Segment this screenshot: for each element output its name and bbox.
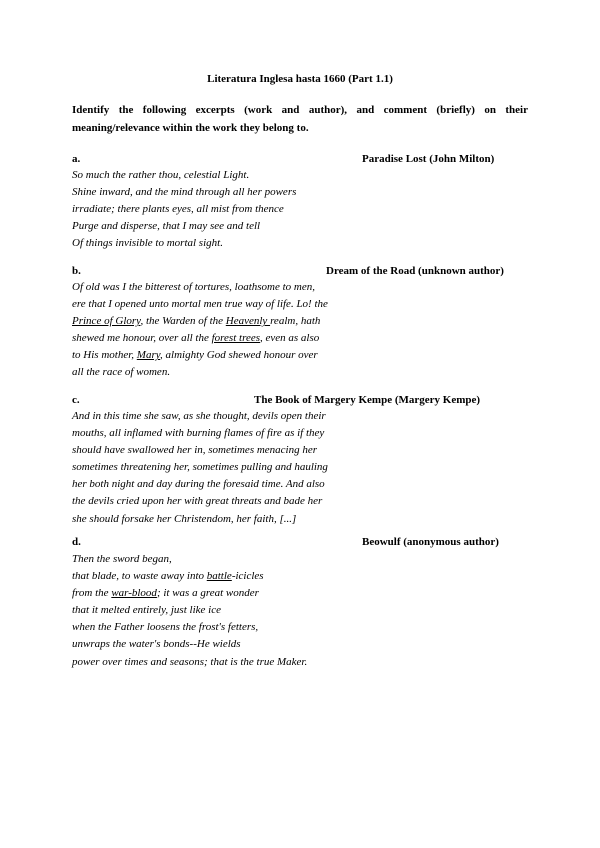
excerpt-line: she should forsake her Christendom, her faith, [...]: [72, 512, 297, 525]
question-a-excerpt: [72, 167, 296, 252]
excerpt-line: from the war-blood; it was a great wonder: [72, 587, 259, 600]
question-c-label: c.: [72, 394, 80, 406]
underlined-phrase: Prince of Glory: [72, 315, 141, 328]
underlined-phrase: forest trees: [211, 332, 260, 345]
document-title: Literatura Inglesa hasta 1660 (Part 1.1): [207, 73, 393, 85]
underlined-phrase: war-blood: [111, 587, 157, 600]
question-a-label: a.: [72, 153, 81, 165]
question-d-source: Beowulf (anonymous author): [362, 536, 499, 548]
question-a-source: Paradise Lost (John Milton): [362, 153, 495, 165]
excerpt-line: sometimes threatening her, sometimes pulling and hauling: [72, 461, 328, 474]
excerpt-line: her both night and day during the foresaid time. And also: [72, 478, 325, 491]
underlined-phrase: Mary: [136, 349, 161, 362]
question-b-label: b.: [72, 265, 81, 277]
instructions: Identify the following excerpts (work and author), and comment (briefly) on their meaning/relevance within the work they belong to.: [72, 104, 528, 134]
question-d-label: d.: [72, 536, 81, 548]
underlined-phrase: battle: [206, 570, 232, 583]
question-c-excerpt: [72, 408, 328, 528]
excerpt-line: ere that I opened unto mortal men true way of life. Lo! the: [72, 298, 328, 311]
excerpt-line: So much the rather thou, celestial Light.: [72, 169, 250, 181]
question-b-excerpt: [72, 279, 328, 382]
excerpt-line: unwraps the water's bonds--He wields: [72, 638, 241, 651]
question-c-source: The Book of Margery Kempe (Margery Kempe): [254, 394, 481, 406]
excerpt-line: Of things invisible to mortal sight.: [72, 237, 223, 250]
excerpt-line: that blade, to waste away into battle-icicles: [72, 570, 264, 583]
excerpt-line: power over times and seasons; that is the true Maker.: [72, 655, 308, 668]
excerpt-line: Then the sword began,: [72, 553, 172, 565]
excerpt-line: And in this time she saw, as she thought, devils open their: [72, 410, 326, 422]
underlined-phrase: Heavenly: [225, 315, 271, 328]
excerpt-line: that it melted entirely, just like ice: [72, 604, 221, 617]
excerpt-line: all the race of women.: [72, 366, 171, 379]
excerpt-line: should have swallowed her in, sometimes menacing her: [72, 444, 318, 457]
excerpt-line: the devils cried upon her with great threats and bade her: [72, 495, 323, 508]
excerpt-line: Prince of Glory, the Warden of the Heavenly realm, hath: [72, 315, 321, 328]
excerpt-line: to His mother, Mary, almighty God shewed honour over: [72, 349, 318, 362]
question-b-source: Dream of the Road (unknown author): [326, 265, 504, 277]
excerpt-line: irradiate; there plants eyes, all mist from thence: [72, 203, 284, 216]
question-d-excerpt: [72, 551, 307, 671]
excerpt-line: Of old was I the bitterest of tortures, loathsome to men,: [72, 281, 316, 293]
excerpt-line: shewed me honour, over all the forest trees, even as also: [72, 332, 320, 345]
excerpt-line: Purge and disperse, that I may see and tell: [72, 220, 261, 233]
excerpt-line: when the Father loosens the frost's fetters,: [72, 621, 259, 634]
excerpt-line: mouths, all inflamed with burning flames of fire as if they: [72, 427, 325, 440]
excerpt-line: Shine inward, and the mind through all her powers: [72, 186, 297, 199]
